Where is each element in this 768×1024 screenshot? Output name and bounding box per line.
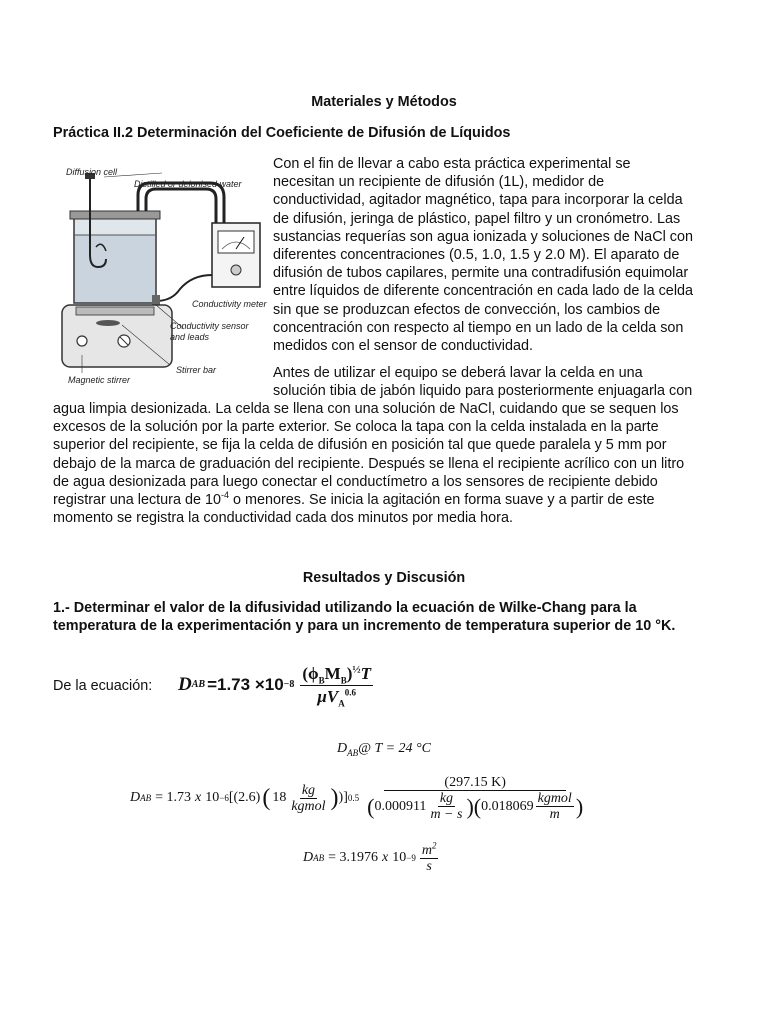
text-line: conductividad, agitador magnético, tapa para incorporar la celda xyxy=(273,192,683,209)
text-line: debajo de la marca de graduación del recipiente. Después se llena el recipiente acrílico con un litro xyxy=(53,455,685,472)
text-line: sin que se produzcan efectos de convección, los cambios de xyxy=(273,301,661,318)
question-line: 1.- Determinar el valor de la difusividad utilizando la ecuación de Wilke-Chang para la xyxy=(53,600,637,616)
text-line: sustancias requerías son agua ionizada y soluciones de NaCl con xyxy=(273,228,693,245)
text-line: difusión de tubos capilares, permite una contradifusión equimolar xyxy=(273,265,689,282)
label-meter: Conductivity meter xyxy=(192,299,267,309)
condition-line: $D_{AB}@$ T = 24 °C xyxy=(337,741,431,758)
text-line: concentración con respecto al tiempo en un lado de la celda son xyxy=(273,319,684,336)
text-line: entre líquidos de diferente concentración en cada lado de la celda xyxy=(273,283,694,300)
label-sensor-1: Conductivity sensor xyxy=(170,321,249,331)
label-water: Distilled or deionised water xyxy=(134,179,242,189)
text-line: Con el fin de llevar a cabo esta práctica experimental se xyxy=(273,156,631,172)
label-sensor-2: and leads xyxy=(170,332,210,342)
apparatus-figure xyxy=(52,155,282,391)
practice-title: Práctica II.2 Determinación del Coeficiente de Difusión de Líquidos xyxy=(53,125,511,141)
text-line: momento se registra la conductividad cada dos minutos por media hora. xyxy=(53,510,513,527)
calculation-line: D AB = 1.73 x 10 −6 [(2.6) ( 18 $\frac{kg}{\text{kgmol}}$ ) )] 0.5 (297.15 K) ( 0.000911 $\frac{kg}{m - s}$ ) ( 0.018069 $\frac{\text{kgmol}}{m}$ ) xyxy=(130,774,584,822)
label-magnetic-stirrer: Magnetic stirrer xyxy=(68,375,131,385)
paragraph-2-top xyxy=(273,364,715,400)
text-line: solución tibia de jabón liquido para posteriormente enjuagarla con xyxy=(273,383,693,400)
text-line: Antes de utilizar el equipo se deberá lavar la celda en una xyxy=(273,365,643,381)
paragraph-2 xyxy=(53,400,715,527)
text-line: superior del recipiente, se fija la celda de difusión en posición tal que quede paralela y 5 mm por xyxy=(53,437,667,454)
question xyxy=(53,599,715,635)
equation-intro: De la ecuación: xyxy=(53,678,153,694)
text-line: excesos de la solución por la parte exterior. Se coloca la tapa con la celda instalada en la parte xyxy=(53,419,659,436)
question-line: temperatura de la experimentación y para un incremento de temperatura superior de 10 °K. xyxy=(53,618,676,635)
results-heading: Resultados y Discusión xyxy=(302,570,466,586)
text-line: medidos con el sensor de conductividad. xyxy=(273,338,533,355)
wilke-chang-equation: D AB =1.73 ×10 −8 $\frac{(\phi_BM_B)^{\frac{1}{2}}T}{\mu V_A^{0.6}}$ xyxy=(178,662,372,708)
text-line: de difusión, jeringa de plástico, papel filtro y un cronómetro. Las xyxy=(273,210,681,227)
text-line: agua limpia desionizada. La celda se llena con una solución de NaCl, cuidando que se sequen los xyxy=(53,401,679,417)
materials-heading: Materiales y Métodos xyxy=(311,94,457,110)
label-stirrer-bar: Stirrer bar xyxy=(176,365,217,375)
paragraph-1 xyxy=(273,155,715,355)
result-line: D AB = 3.1976 x 10 −9 $\frac{m^2}{s}$ xyxy=(303,839,437,874)
water-level xyxy=(75,235,155,302)
text-line: necesitan un recipiente de difusión (1L), medidor de xyxy=(273,174,605,191)
text-line: de agua desionizada para luego conectar el conductímetro a los sensores de recipiente debido xyxy=(53,473,658,490)
text-line: diferentes concentraciones (0.5, 1.0, 1.5 y 2.0 M). El aparato de xyxy=(273,247,680,264)
lid xyxy=(70,211,160,219)
stirrer-bar xyxy=(96,320,120,326)
label-diffusion-cell: Diffusion cell xyxy=(66,167,118,177)
text-line: registrar una lectura de $10^{-4}$ o menores. Se inicia la agitación en forma suave y a partir de este xyxy=(53,490,655,509)
